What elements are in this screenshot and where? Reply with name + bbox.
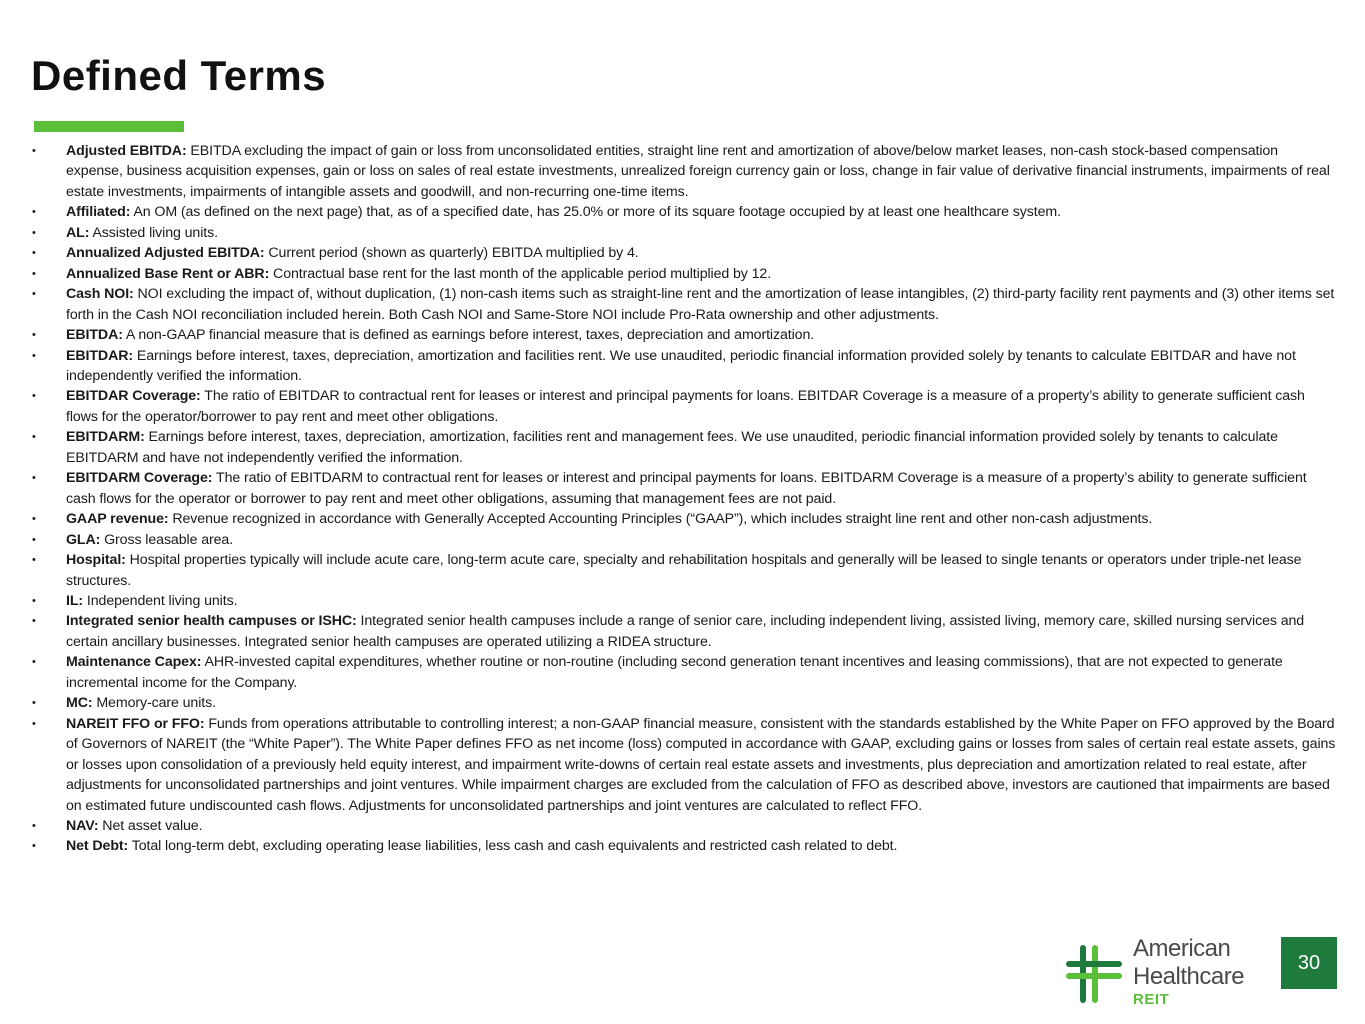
term-definition: Independent living units. <box>86 592 238 609</box>
term-label: EBITDARM: <box>66 429 145 446</box>
bullet-icon: • <box>32 431 36 444</box>
term-item <box>30 652 1338 693</box>
term-definition: Funds from operations attributable to controlling interest; a non-GAAP financial measure, consistent with the standards established by the White Paper on FFO approved by the Board of Governors of NAREIT (the “White Paper”). The White Paper defines FFO as net income (loss) computed in accordance with GAAP, excluding gains or losses from sales of certain real estate assets, gains or losses upon consolidation of a previously held equity interest, and impairment write-downs of certain real estate assets and investments, plus depreciation and amortization related to real estate, after adjustments for unconsolidated partnerships and joint ventures. While impairment charges are excluded from the calculation of FFO as described above, investors are cautioned that impairments are based on estimated future undiscounted cash flows. Adjustments for unconsolidated partnerships and joint ventures are calculated to reflect FFO. <box>66 715 1336 814</box>
term-definition: Memory-care units. <box>96 695 216 712</box>
term-item <box>30 836 1338 856</box>
term-label: Maintenance Capex: <box>66 654 202 671</box>
bullet-icon: • <box>32 533 36 546</box>
term-item <box>30 202 1338 222</box>
term-label: NAV: <box>66 817 99 834</box>
bullet-icon: • <box>32 288 36 301</box>
bullet-icon: • <box>32 717 36 730</box>
bullet-icon: • <box>32 226 36 239</box>
term-definition: AHR-invested capital expenditures, whether routine or non-routine (including second generation tenant incentives and leasing commissions), that are not expected to generate incremental income for the Company. <box>66 654 1283 691</box>
term-definition: An OM (as defined on the next page) that, as of a specified date, has 25.0% or more of its square footage occupied by at least one healthcare system. <box>133 204 1061 221</box>
logo-wordmark <box>1133 935 1244 1009</box>
bullet-icon: • <box>32 615 36 628</box>
term-item <box>30 693 1338 713</box>
term-definition: Earnings before interest, taxes, depreciation, amortization, facilities rent and management fees. We use unaudited, periodic financial information provided solely by tenants to calculate EBITDARM and have not independently verified the information. <box>66 429 1278 466</box>
bullet-icon: • <box>32 145 36 157</box>
bullet-icon: • <box>32 697 36 710</box>
term-item <box>30 346 1338 387</box>
bullet-icon: • <box>32 554 36 567</box>
term-label: Annualized Adjusted EBITDA: <box>66 245 265 262</box>
term-item <box>30 223 1338 243</box>
term-definition: Earnings before interest, taxes, depreciation, amortization and facilities rent. We use unaudited, periodic financial information provided solely by tenants to calculate EBITDAR and have not independently verified the information. <box>66 347 1296 384</box>
bullet-icon: • <box>32 513 36 526</box>
bullet-icon: • <box>32 390 36 403</box>
term-label: EBITDAR Coverage: <box>66 388 201 405</box>
term-item <box>30 591 1338 611</box>
term-label: Adjusted EBITDA: <box>66 143 187 159</box>
green-cross-icon <box>1066 945 1122 1003</box>
term-label: Annualized Base Rent or ABR: <box>66 265 270 282</box>
term-label: Net Debt: <box>66 838 129 855</box>
term-item <box>30 284 1338 325</box>
term-definition: Contractual base rent for the last month of the applicable period multiplied by 12. <box>273 265 772 282</box>
term-item <box>30 468 1338 509</box>
logo-line-1: American <box>1133 935 1231 962</box>
term-label: EBITDA: <box>66 327 123 344</box>
term-item <box>30 427 1338 468</box>
term-item <box>30 530 1338 550</box>
bullet-icon: • <box>32 840 36 853</box>
term-definition: Current period (shown as quarterly) EBITDA multiplied by 4. <box>268 245 639 262</box>
term-definition: Assisted living units. <box>92 224 218 241</box>
term-label: EBITDARM Coverage: <box>66 470 213 487</box>
defined-terms-list <box>30 141 1338 857</box>
term-label: Affiliated: <box>66 204 131 221</box>
term-definition: Hospital properties typically will include acute care, long-term acute care, specialty and rehabilitation hospitals and generally will be leased to single tenants or operators under triple-net lease structures. <box>66 552 1302 589</box>
title-underline <box>34 121 184 132</box>
term-definition: Gross leasable area. <box>104 531 234 548</box>
bullet-icon: • <box>32 206 36 219</box>
bullet-icon: • <box>32 267 36 280</box>
term-label: GAAP revenue: <box>66 511 169 528</box>
term-label: AL: <box>66 224 90 241</box>
term-item <box>30 714 1338 816</box>
term-label: NAREIT FFO or FFO: <box>66 715 205 732</box>
term-definition: Net asset value. <box>102 817 203 834</box>
bullet-icon: • <box>32 472 36 485</box>
bullet-icon: • <box>32 819 36 832</box>
term-label: EBITDAR: <box>66 347 133 364</box>
term-definition: EBITDA excluding the impact of gain or loss from unconsolidated entities, straight line rent and amortization of above/below market leases, non-cash stock-based compensation expense, business acquisition expenses, gain or loss on sales of real estate investments, unrealized foreign currency gain or loss, change in fair value of derivative financial instruments, impairments of real estate investments, impairments of intangible assets and goodwill, and non-recurring one-time items. <box>66 143 1330 200</box>
term-item <box>30 325 1338 345</box>
term-item <box>30 550 1338 591</box>
term-item <box>30 816 1338 836</box>
term-definition: A non-GAAP financial measure that is defined as earnings before interest, taxes, depreciation and amortization. <box>125 327 815 344</box>
term-definition: Integrated senior health campuses include a range of senior care, including independent living, assisted living, memory care, skilled nursing services and certain ancillary businesses. Integrated senior health campuses are operated utilizing a RIDEA structure. <box>66 613 1305 650</box>
logo-line-3: REIT <box>1133 991 1170 1008</box>
term-item <box>30 509 1338 529</box>
term-item <box>30 386 1338 427</box>
term-definition: The ratio of EBITDARM to contractual rent for leases or interest and principal payments for loans. EBITDARM Coverage is a measure of a property’s ability to generate sufficient cash flows for the operator or borrower to pay rent and meet other obligations, assuming that management fees are not paid. <box>66 470 1307 507</box>
logo-line-2: Healthcare <box>1133 963 1245 990</box>
term-label: Cash NOI: <box>66 286 134 303</box>
term-definition: The ratio of EBITDAR to contractual rent for leases or interest and principal payments for loans. EBITDAR Coverage is a measure of a property’s ability to generate sufficient cash flows for the operator/borrower to pay rent and meet other obligations. <box>66 388 1305 425</box>
page-number: 30 <box>1281 937 1337 989</box>
term-label: MC: <box>66 695 93 712</box>
term-item <box>30 141 1338 202</box>
term-definition: Revenue recognized in accordance with Generally Accepted Accounting Principles (“GAAP”), which includes straight line rent and other non-cash adjustments. <box>172 511 1153 528</box>
term-item <box>30 611 1338 652</box>
term-label: IL: <box>66 592 84 609</box>
term-label: Hospital: <box>66 552 126 569</box>
page-title: Defined Terms <box>31 52 327 99</box>
bullet-icon: • <box>32 247 36 260</box>
term-label: Integrated senior health campuses or ISHC: <box>66 613 357 630</box>
term-definition: NOI excluding the impact of, without duplication, (1) non-cash items such as straight-line rent and the amortization of lease intangibles, (2) third-party facility rent payments and (3) other items set forth in the Cash NOI reconciliation included herein. Both Cash NOI and Same-Store NOI include Pro-Rata ownership and other adjustments. <box>66 286 1335 323</box>
term-definition: Total long-term debt, excluding operating lease liabilities, less cash and cash equivalents and restricted cash related to debt. <box>131 838 898 855</box>
term-item <box>30 243 1338 263</box>
bullet-icon: • <box>32 349 36 362</box>
bullet-icon: • <box>32 656 36 669</box>
bullet-icon: • <box>32 329 36 342</box>
term-item <box>30 264 1338 284</box>
bullet-icon: • <box>32 594 36 607</box>
term-label: GLA: <box>66 531 101 548</box>
